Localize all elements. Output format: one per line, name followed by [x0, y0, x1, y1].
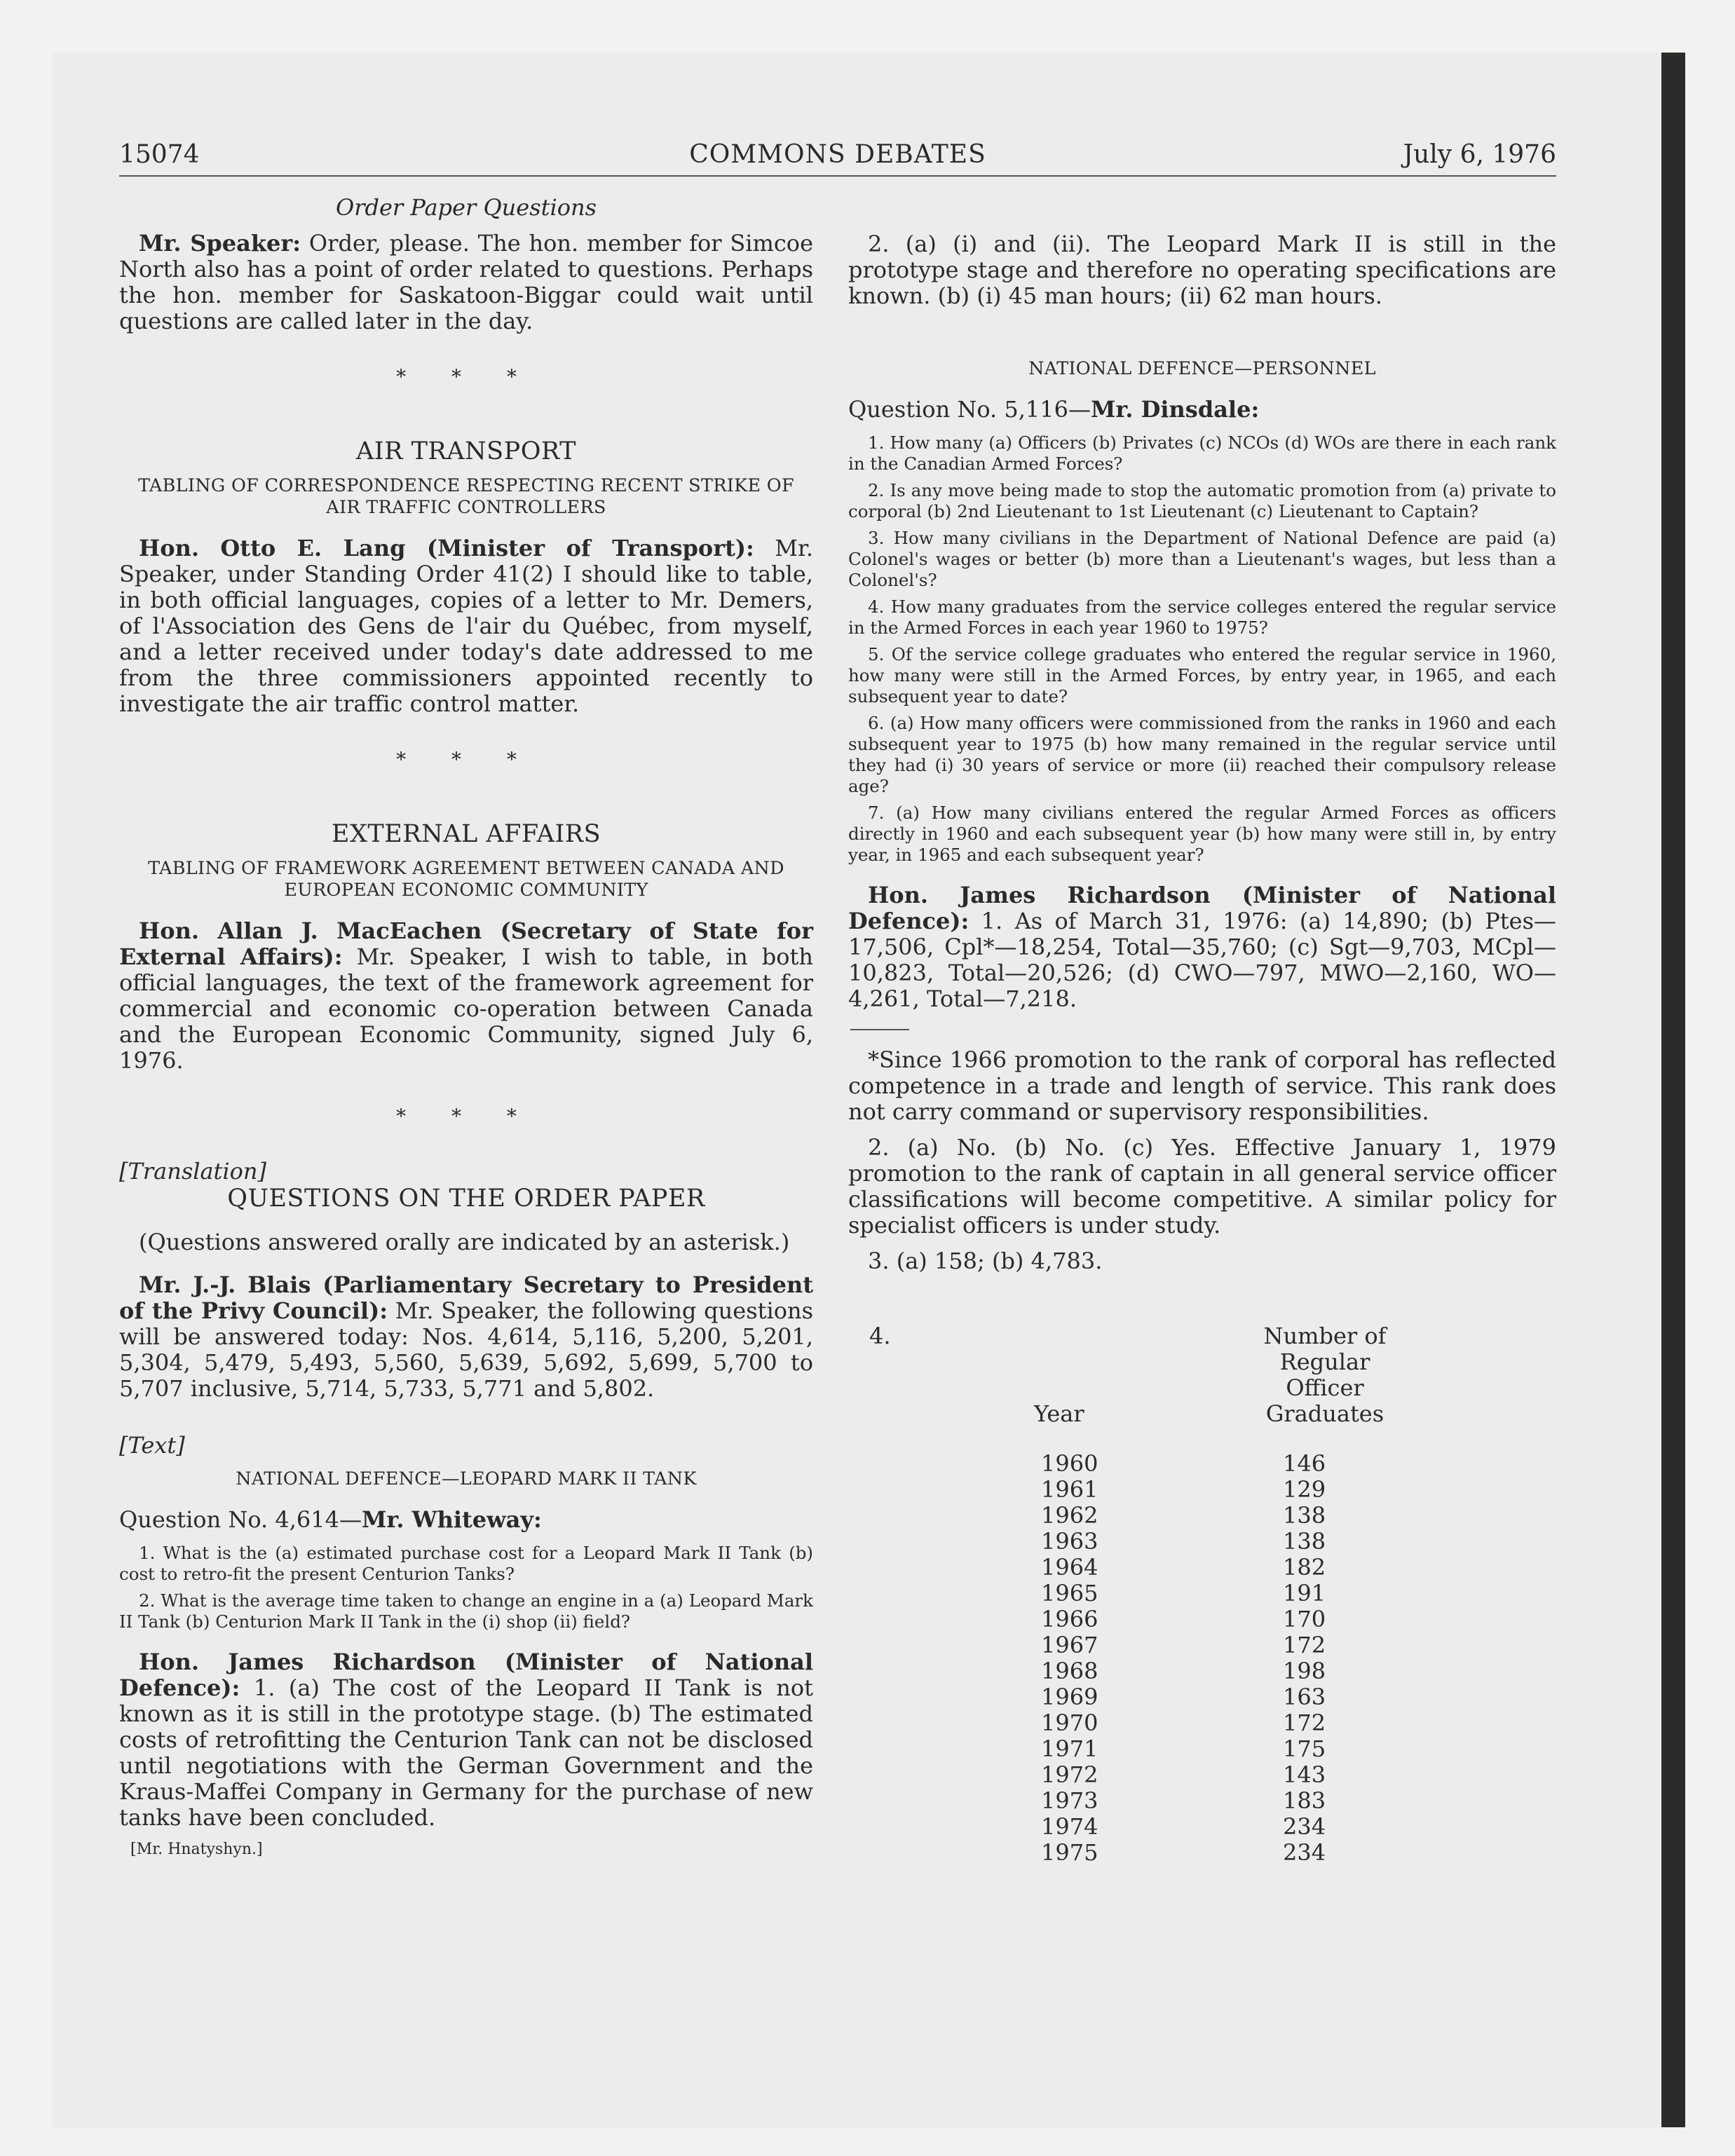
row-graduates: 175	[1283, 1735, 1326, 1762]
column-header-year: Year	[1034, 1400, 1084, 1427]
table-row	[869, 1477, 1416, 1503]
blais-speaker: Mr. J.-J. Blais (Parliamentary Secretary to President of the Privy Council):	[119, 1271, 813, 1324]
section-separator: * * *	[396, 748, 536, 771]
row-graduates: 234	[1283, 1839, 1326, 1866]
richardson-answer-1	[119, 1649, 813, 1831]
header-rule	[119, 175, 1556, 177]
question-4614-label	[119, 1507, 813, 1533]
leopard-subheading: NATIONAL DEFENCE—LEOPARD MARK II TANK	[236, 1468, 697, 1489]
row-year: 1966	[1041, 1606, 1098, 1632]
row-graduates: 138	[1283, 1502, 1326, 1529]
question-item: 6. (a) How many officers were commissioned from the ranks in 1960 and each subsequent year to 1975 (b) how many remained in the regular service until they had (i) 30 years of service or more (ii) reached their compulsory release age?	[848, 713, 1556, 796]
table-row	[869, 1658, 1416, 1684]
row-year: 1973	[1041, 1787, 1098, 1814]
row-year: 1968	[1041, 1658, 1098, 1684]
row-graduates: 138	[1283, 1528, 1326, 1555]
table-row	[869, 1581, 1416, 1606]
row-year: 1975	[1041, 1839, 1098, 1866]
row-year: 1969	[1041, 1684, 1098, 1710]
row-year: 1962	[1041, 1502, 1098, 1529]
row-year: 1961	[1041, 1476, 1098, 1503]
blais-paragraph	[119, 1272, 813, 1402]
table-row	[869, 1840, 1416, 1866]
row-graduates: 191	[1283, 1580, 1326, 1606]
answer-4614-part-2: 2. (a) (i) and (ii). The Leopard Mark II is still in the prototype stage and therefore no operating specifications are known. (b) (i) 45 man hours; (ii) 62 man hours.	[848, 231, 1556, 309]
lang-paragraph	[119, 535, 813, 717]
richardson-answer-2	[848, 882, 1556, 1012]
maceachen-paragraph	[119, 918, 813, 1074]
row-graduates: 183	[1283, 1787, 1326, 1814]
external-affairs-subheading: TABLING OF FRAMEWORK AGREEMENT BETWEEN CANADA AND EUROPEAN ECONOMIC COMMUNITY	[148, 858, 784, 901]
page-number: 15074	[119, 140, 200, 169]
page-date: July 6, 1976	[1403, 140, 1556, 169]
richardson-speaker: Hon. James Richardson (Minister of National Defence):	[119, 1649, 813, 1701]
richardson-speaker: Hon. James Richardson (Minister of National Defence):	[848, 882, 1556, 934]
text-tag: [Text]	[119, 1432, 185, 1459]
question-item: 2. Is any move being made to stop the automatic promotion from (a) private to corporal (b) 2nd Lieutenant to 1st Lieutenant (c) Lieutenant to Captain?	[848, 480, 1556, 521]
question-item: 4. How many graduates from the service colleges entered the regular service in the Armed Forces in each year 1960 to 1975?	[848, 596, 1556, 638]
table-row	[869, 1684, 1416, 1710]
row-year: 1974	[1041, 1813, 1098, 1840]
row-graduates: 143	[1283, 1761, 1326, 1788]
footnote: *Since 1966 promotion to the rank of corporal has reflected competence in a trade and length of service. This rank does not carry command or supervisory responsibilities.	[848, 1046, 1556, 1125]
graduates-table	[869, 1323, 1416, 1866]
lang-speaker: Hon. Otto E. Lang (Minister of Transport):	[139, 535, 754, 561]
table-header	[869, 1323, 1416, 1435]
row-graduates: 182	[1283, 1554, 1326, 1581]
row-year: 1960	[1041, 1450, 1098, 1477]
table-row	[869, 1710, 1416, 1736]
question-item: 2. What is the average time taken to change an engine in a (a) Leopard Mark II Tank (b) Centurion Mark II Tank in the (i) shop (ii) field?	[119, 1590, 813, 1632]
answer-3: 3. (a) 158; (b) 4,783.	[868, 1248, 1103, 1274]
row-graduates: 146	[1283, 1450, 1326, 1477]
speaker-paragraph	[119, 231, 813, 334]
footer-speaker-note: [Mr. Hnatyshyn.]	[130, 1841, 263, 1858]
row-year: 1964	[1041, 1554, 1098, 1581]
table-body	[869, 1451, 1416, 1866]
table-row	[869, 1762, 1416, 1788]
section-separator: * * *	[396, 365, 536, 388]
table-row	[869, 1555, 1416, 1581]
speaker-name: Mr. Speaker:	[139, 230, 301, 257]
question-number: Question No. 4,614—	[119, 1506, 362, 1533]
table-row	[869, 1606, 1416, 1632]
richardson-text: 1. As of March 31, 1976: (a) 14,890; (b) Ptes—17,506, Cpl*—18,254, Total—35,760; (c) Sgt—9,703, MCpl—10,823, Total—20,526; (d) CWO—797, MWO—2,160, WO—4,261, Total—7,218.	[848, 908, 1556, 1012]
row-graduates: 198	[1283, 1658, 1326, 1684]
question-5116-label	[848, 397, 1556, 423]
question-item: 1. How many (a) Officers (b) Privates (c) NCOs (d) WOs are there in each rank in the Canadian Armed Forces?	[848, 432, 1556, 474]
row-graduates: 129	[1283, 1476, 1326, 1503]
questions-heading: QUESTIONS ON THE ORDER PAPER	[227, 1185, 705, 1213]
row-graduates: 170	[1283, 1606, 1326, 1632]
speaker-text: Order, please. The hon. member for Simcoe North also has a point of order related to questions. Perhaps the hon. member for Saskatoon-Biggar could wait until questions are called later in the day.	[119, 230, 814, 334]
row-year: 1967	[1041, 1632, 1098, 1658]
left-column	[119, 195, 813, 1858]
question-item: 3. How many civilians in the Department of National Defence are paid (a) Colonel's wages or better (b) more than a Lieutenant's wages, but less than a Colonel's?	[848, 528, 1556, 590]
table-row	[869, 1529, 1416, 1555]
row-graduates: 163	[1283, 1684, 1326, 1710]
table-row	[869, 1814, 1416, 1840]
air-transport-heading: AIR TRANSPORT	[356, 437, 576, 465]
scan-edge-bar	[1661, 53, 1685, 2127]
section-separator: * * *	[396, 1105, 536, 1128]
row-graduates: 172	[1283, 1710, 1326, 1736]
table-row	[869, 1503, 1416, 1529]
question-item: 5. Of the service college graduates who entered the regular service in 1960, how many were still in the Armed Forces, by entry year, in 1965, and each subsequent year to date?	[848, 644, 1556, 707]
question-item: 7. (a) How many civilians entered the regular Armed Forces as officers directly in 1960 and each subsequent year (b) how many were still in, by entry year, in 1965 and each subsequent year?	[848, 803, 1556, 865]
column-header-graduates: Number of Regular Officer Graduates	[1263, 1323, 1387, 1427]
running-head: Order Paper Questions	[335, 194, 597, 221]
table-row	[869, 1632, 1416, 1658]
question-5116-items	[848, 432, 1556, 866]
external-affairs-heading: EXTERNAL AFFAIRS	[331, 820, 601, 848]
row-year: 1970	[1041, 1710, 1098, 1736]
row-year: 1972	[1041, 1761, 1098, 1788]
table-row	[869, 1451, 1416, 1477]
row-year: 1971	[1041, 1735, 1098, 1762]
row-year: 1965	[1041, 1580, 1098, 1606]
maceachen-speaker: Hon. Allan J. MacEachen (Secretary of State for External Affairs):	[119, 917, 813, 970]
table-row	[869, 1736, 1416, 1762]
right-column	[848, 195, 1556, 1866]
question-member: Mr. Whiteway:	[362, 1506, 542, 1533]
answer-2: 2. (a) No. (b) No. (c) Yes. Effective January 1, 1979 promotion to the rank of captain in all general service officer classifications will become competitive. A similar policy for specialist officers is under study.	[848, 1134, 1556, 1239]
translation-tag: [Translation]	[119, 1158, 266, 1185]
blais-text: Mr. Speaker, the following questions will be answered today: Nos. 4,614, 5,116, 5,200, 5,201, 5,304, 5,479, 5,493, 5,560, 5,639, 5,692, 5,699, 5,700 to 5,707 inclusive, 5,714, 5,733, 5,771 and 5,802.	[119, 1297, 814, 1402]
personnel-subheading: NATIONAL DEFENCE—PERSONNEL	[1028, 358, 1376, 379]
row-graduates: 172	[1283, 1632, 1326, 1658]
lang-text: Mr. Speaker, under Standing Order 41(2) I should like to table, in both official languages, copies of a letter to Mr. Demers, of l'Association des Gens de l'air du Québec, from myself, and a letter received under today's date addressed to me from the three commissioners appointed recently to investigate the air traffic control matter.	[119, 535, 814, 717]
question-member: Mr. Dinsdale:	[1091, 396, 1260, 423]
maceachen-text: Mr. Speaker, I wish to table, in both official languages, the text of the framework agreement for commercial and economic co-operation between Canada and the European Economic Community, signed July 6, 1976.	[119, 943, 814, 1074]
row-year: 1963	[1041, 1528, 1098, 1555]
question-number: Question No. 5,116—	[848, 396, 1091, 423]
air-transport-subheading: TABLING OF CORRESPONDENCE RESPECTING RECENT STRIKE OF AIR TRAFFIC CONTROLLERS	[138, 475, 794, 518]
asterisk-note: (Questions answered orally are indicated by an asterisk.)	[139, 1229, 790, 1255]
table-item-number: 4.	[869, 1323, 891, 1349]
publication-title: COMMONS DEBATES	[689, 140, 986, 169]
table-row	[869, 1788, 1416, 1814]
question-item: 1. What is the (a) estimated purchase cost for a Leopard Mark II Tank (b) cost to retro-fit the present Centurion Tanks?	[119, 1543, 813, 1584]
richardson-text: 1. (a) The cost of the Leopard II Tank is not known as it is still in the prototype stage. (b) The estimated costs of retrofitting the Centurion Tank can not be disclosed until negotiations with the German Government and the Kraus-Maffei Company in Germany for the purchase of new tanks have been concluded.	[119, 1674, 813, 1831]
row-graduates: 234	[1283, 1813, 1326, 1840]
